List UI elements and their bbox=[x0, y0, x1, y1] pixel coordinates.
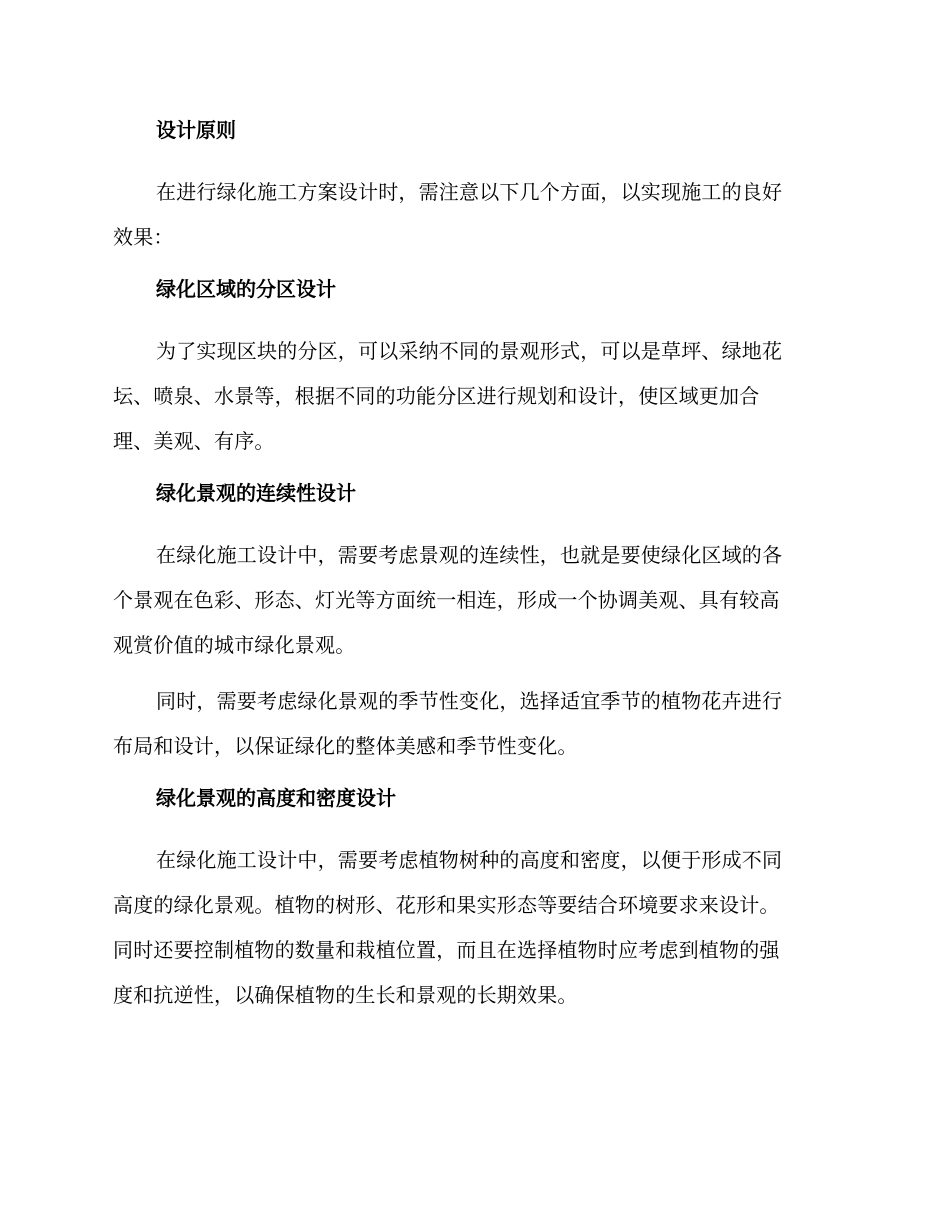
section-heading: 设计原则 bbox=[156, 118, 236, 142]
paragraph-line: 在绿化施工设计中，需要考虑景观的连续性，也就是要使绿化区域的各 bbox=[156, 543, 783, 567]
paragraph bbox=[113, 679, 833, 769]
paragraph-line: 在绿化施工设计中，需要考虑植物树种的高度和密度，以便于形成不同 bbox=[156, 848, 783, 872]
paragraph bbox=[113, 533, 833, 668]
paragraph-line: 在进行绿化施工方案设计时，需注意以下几个方面，以实现施工的良好 bbox=[156, 180, 783, 204]
paragraph-line: 理、美观、有序。 bbox=[113, 429, 275, 453]
paragraph-line: 高度的绿化景观。植物的树形、花形和果实形态等要结合环境要求来设计。 bbox=[113, 893, 780, 917]
paragraph-line: 效果： bbox=[113, 225, 174, 249]
paragraph-line: 个景观在色彩、形态、灯光等方面统一相连，形成一个协调美观、具有较高 bbox=[113, 588, 780, 612]
document-page bbox=[113, 112, 833, 1029]
section-heading: 绿化景观的连续性设计 bbox=[156, 481, 356, 505]
paragraph-line: 布局和设计，以保证绿化的整体美感和季节性变化。 bbox=[113, 734, 578, 758]
paragraph-line: 同时，需要考虑绿化景观的季节性变化，选择适宜季节的植物花卉进行 bbox=[156, 689, 783, 713]
section-heading: 绿化景观的高度和密度设计 bbox=[156, 786, 396, 810]
paragraph-line: 度和抗逆性，以确保植物的生长和景观的长期效果。 bbox=[113, 983, 578, 1007]
paragraph bbox=[113, 329, 833, 464]
paragraph bbox=[113, 170, 833, 260]
paragraph-line: 坛、喷泉、水景等，根据不同的功能分区进行规划和设计，使区域更加合 bbox=[113, 384, 760, 408]
paragraph-line: 观赏价值的城市绿化景观。 bbox=[113, 633, 356, 657]
paragraph-line: 同时还要控制植物的数量和栽植位置，而且在选择植物时应考虑到植物的强 bbox=[113, 938, 780, 962]
paragraph-line: 为了实现区块的分区，可以采纳不同的景观形式，可以是草坪、绿地花 bbox=[156, 339, 783, 363]
section-heading: 绿化区域的分区设计 bbox=[156, 277, 336, 301]
paragraph bbox=[113, 838, 833, 1018]
